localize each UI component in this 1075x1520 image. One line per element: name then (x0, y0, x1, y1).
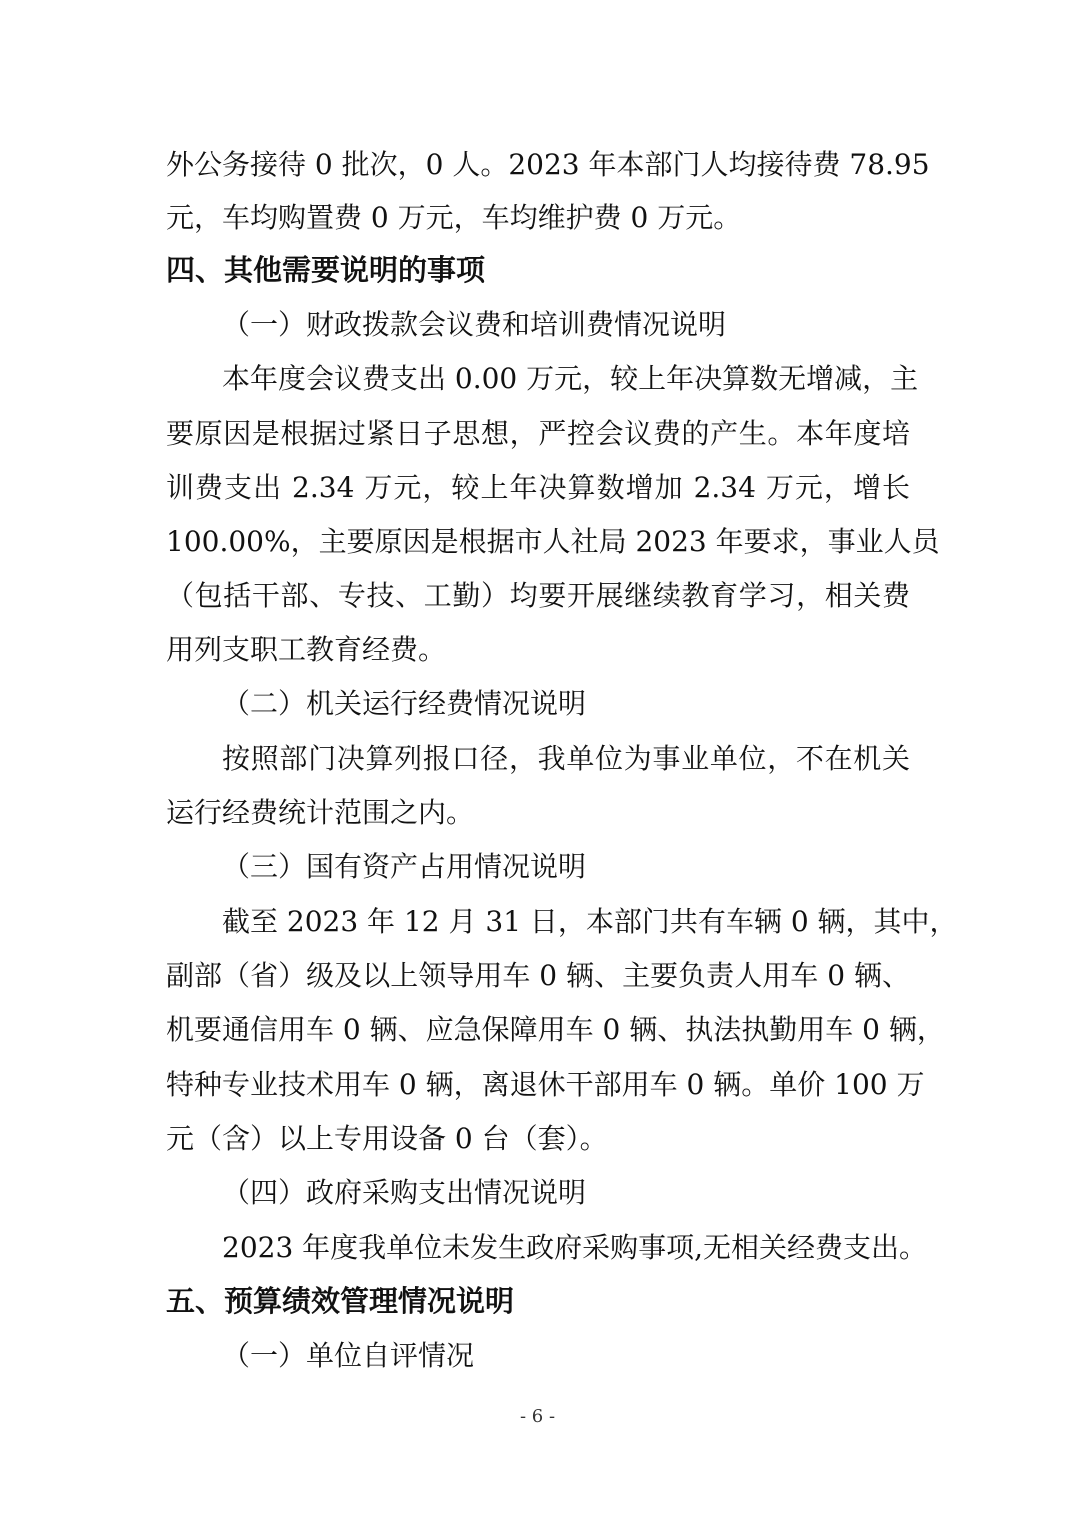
body-text-line: 按照部门决算列报口径，我单位为事业单位，不在机关 (222, 742, 910, 775)
body-text-line: 外公务接待 0 批次，0 人。2023 年本部门人均接待费 78.95 (166, 148, 930, 181)
section-heading: 四、其他需要说明的事项 (166, 253, 486, 287)
subsection-heading: （一）单位自评情况 (222, 1339, 475, 1372)
body-text-line: 元，车均购置费 0 万元，车均维护费 0 万元。 (166, 201, 742, 234)
section-heading: 五、预算绩效管理情况说明 (166, 1284, 515, 1318)
subsection-heading: （二）机关运行经费情况说明 (222, 687, 587, 720)
body-text-line: 元（含）以上专用设备 0 台（套）。 (166, 1122, 608, 1155)
body-text-line: 特种专业技术用车 0 辆，离退休干部用车 0 辆。单价 100 万 (166, 1068, 925, 1101)
subsection-heading: （四）政府采购支出情况说明 (222, 1176, 587, 1209)
body-text-line: 截至 2023 年 12 月 31 日，本部门共有车辆 0 辆，其中， (222, 905, 958, 938)
body-text-line: 运行经费统计范围之内。 (166, 796, 475, 829)
body-text-line: 100.00%，主要原因是根据市人社局 2023 年要求，事业人员 (166, 525, 940, 558)
subsection-heading: （一）财政拨款会议费和培训费情况说明 (222, 308, 727, 341)
body-text-line: （包括干部、专技、工勤）均要开展继续教育学习，相关费 (166, 579, 910, 612)
body-text-line: 2023 年度我单位未发生政府采购事项,无相关经费支出。 (222, 1231, 928, 1264)
body-text-line: 机要通信用车 0 辆、应急保障用车 0 辆、执法执勤用车 0 辆， (166, 1013, 945, 1046)
body-text-line: 用列支职工教育经费。 (166, 633, 447, 666)
subsection-heading: （三）国有资产占用情况说明 (222, 850, 587, 883)
body-text-line: 副部（省）级及以上领导用车 0 辆、主要负责人用车 0 辆、 (166, 959, 910, 992)
body-text-line: 训费支出 2.34 万元，较上年决算数增加 2.34 万元，增长 (166, 471, 910, 504)
page-number: - 6 - (519, 1406, 556, 1427)
body-text-line: 本年度会议费支出 0.00 万元，较上年决算数无增减，主 (222, 362, 919, 395)
body-text-line: 要原因是根据过紧日子思想，严控会议费的产生。本年度培 (166, 417, 910, 450)
